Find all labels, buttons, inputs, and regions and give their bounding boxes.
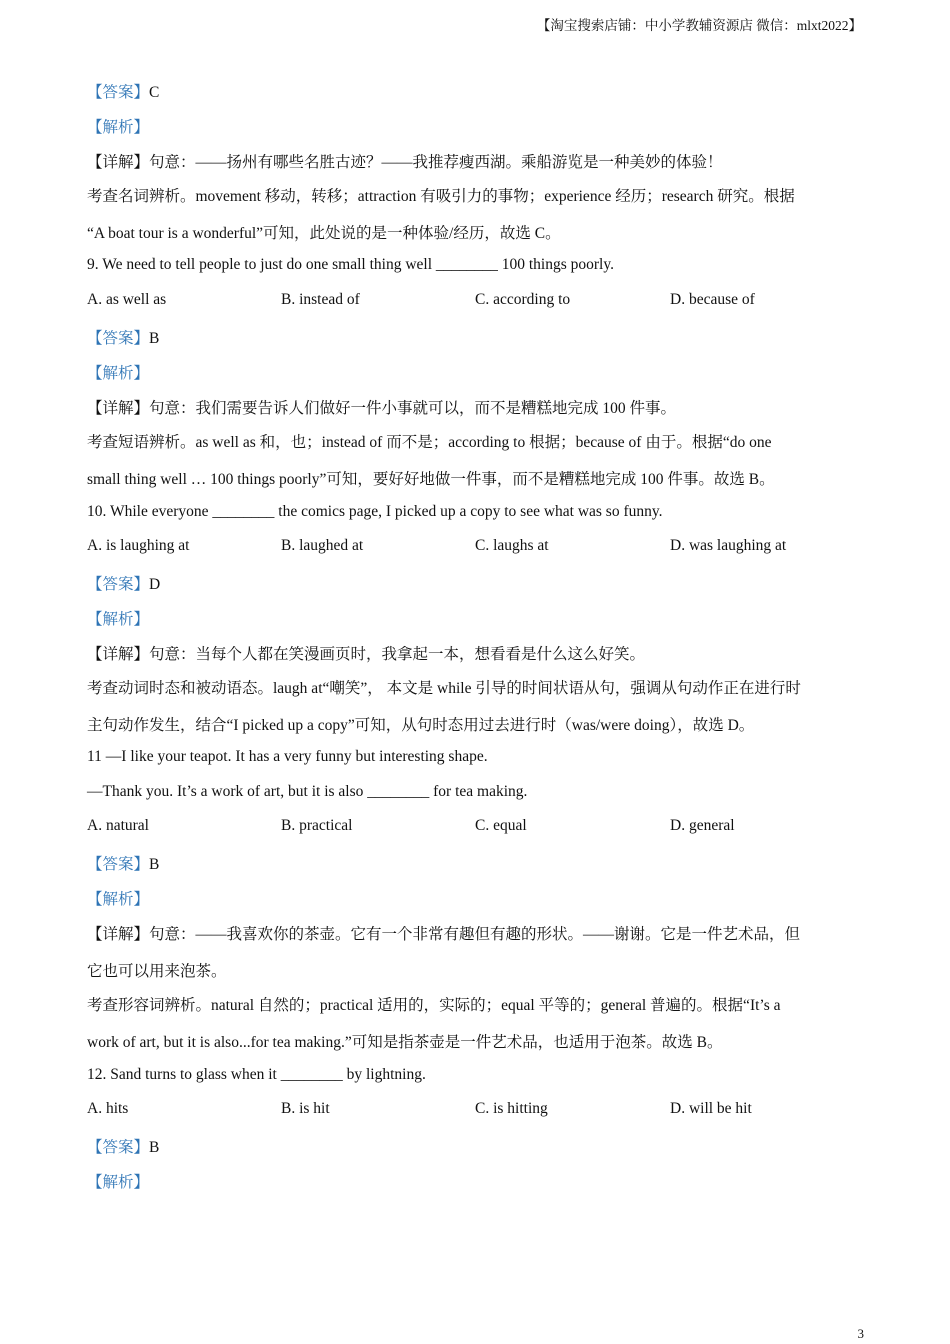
- answer-label: 【答案】: [87, 84, 150, 101]
- q9-option-c: C. according to: [475, 291, 571, 308]
- answer-label: 【答案】: [87, 856, 150, 873]
- analysis-label-q9: 【解析】: [87, 365, 150, 382]
- q11-option-c: C. equal: [475, 817, 527, 834]
- answer-line-q12: [87, 1135, 159, 1157]
- answer-label: 【答案】: [87, 576, 150, 593]
- analysis-label-q11: 【解析】: [87, 891, 150, 908]
- q9-option-d: D. because of: [670, 291, 755, 308]
- answer-label: 【答案】: [87, 1139, 150, 1156]
- answer-value: B: [149, 1139, 160, 1156]
- q11-option-d: D. general: [670, 817, 735, 834]
- explanation-q10-line1: 考查动词时态和被动语态。laugh at“嘲笑”， 本文是 while 引导的时间状语从句，强调从句动作正在进行时: [87, 680, 801, 697]
- q10-option-c: C. laughs at: [475, 537, 549, 554]
- question-11-stem-line1: 11 —I like your teapot. It has a very funny but interesting shape.: [87, 748, 488, 765]
- page-number: 3: [857, 1326, 864, 1341]
- answer-line-q9: [87, 326, 159, 348]
- answer-value: B: [149, 330, 160, 347]
- q12-option-c: C. is hitting: [475, 1100, 548, 1117]
- detail-q8: 【详解】句意：——扬州有哪些名胜古迹？——我推荐瘦西湖。乘船游览是一种美妙的体验！: [87, 154, 723, 171]
- question-11-stem-line2: —Thank you. It’s a work of art, but it is also ________ for tea making.: [87, 783, 528, 800]
- question-10-stem: 10. While everyone ________ the comics page, I picked up a copy to see what was so funny.: [87, 503, 663, 520]
- analysis-label-q8: 【解析】: [87, 119, 150, 136]
- answer-value: D: [149, 576, 161, 593]
- detail-q9: 【详解】句意：我们需要告诉人们做好一件小事就可以，而不是糟糕地完成 100 件事。: [87, 400, 677, 417]
- answer-label: 【答案】: [87, 330, 150, 347]
- q12-option-a: A. hits: [87, 1100, 129, 1117]
- question-9-stem: 9. We need to tell people to just do one small thing well ________ 100 things poorly.: [87, 256, 614, 273]
- q9-option-b: B. instead of: [281, 291, 360, 308]
- q12-option-b: B. is hit: [281, 1100, 330, 1117]
- explanation-q8-line2: “A boat tour is a wonderful”可知，此处说的是一种体验/经历，故选 C。: [87, 225, 561, 242]
- answer-value: B: [149, 856, 160, 873]
- answer-line-q11: [87, 852, 159, 874]
- q9-option-a: A. as well as: [87, 291, 167, 308]
- analysis-label-q12: 【解析】: [87, 1174, 150, 1191]
- answer-line-q8: [87, 80, 159, 102]
- explanation-q9-line1: 考查短语辨析。as well as 和，也；instead of 而不是；according to 根据；because of 由于。根据“do one: [87, 434, 772, 451]
- q10-option-b: B. laughed at: [281, 537, 364, 554]
- q10-option-d: D. was laughing at: [670, 537, 787, 554]
- explanation-q11-line1: 考查形容词辨析。natural 自然的；practical 适用的，实际的；equal 平等的；general 普遍的。根据“It’s a: [87, 997, 781, 1014]
- explanation-q8-line1: 考查名词辨析。movement 移动，转移；attraction 有吸引力的事物；experience 经历；research 研究。根据: [87, 188, 795, 205]
- detail-q10: 【详解】句意：当每个人都在笑漫画页时，我拿起一本，想看看是什么这么好笑。: [87, 646, 646, 663]
- page-header: 【淘宝搜索店铺：中小学教辅资源店 微信：mlxt2022】: [536, 18, 862, 33]
- analysis-label-q10: 【解析】: [87, 611, 150, 628]
- detail-q11-line1: 【详解】句意：——我喜欢你的茶壶。它有一个非常有趣但有趣的形状。——谢谢。它是一件艺术品，但: [87, 926, 801, 943]
- detail-q11-line2: 它也可以用来泡茶。: [87, 963, 227, 980]
- q11-option-a: A. natural: [87, 817, 149, 834]
- answer-value: C: [149, 84, 160, 101]
- q10-option-a: A. is laughing at: [87, 537, 190, 554]
- explanation-q11-line2: work of art, but it is also...for tea making.”可知是指茶壶是一件艺术品，也适用于泡茶。故选 B。: [87, 1034, 723, 1051]
- question-12-stem: 12. Sand turns to glass when it ________ by lightning.: [87, 1066, 426, 1083]
- answer-line-q10: [87, 572, 160, 594]
- explanation-q9-line2: small thing well … 100 things poorly”可知，要好好地做一件事，而不是糟糕地完成 100 件事。故选 B。: [87, 471, 775, 488]
- q11-option-b: B. practical: [281, 817, 353, 834]
- explanation-q10-line2: 主句动作发生，结合“I picked up a copy”可知，从句时态用过去进行时（was/were doing），故选 D。: [87, 717, 755, 734]
- q12-option-d: D. will be hit: [670, 1100, 752, 1117]
